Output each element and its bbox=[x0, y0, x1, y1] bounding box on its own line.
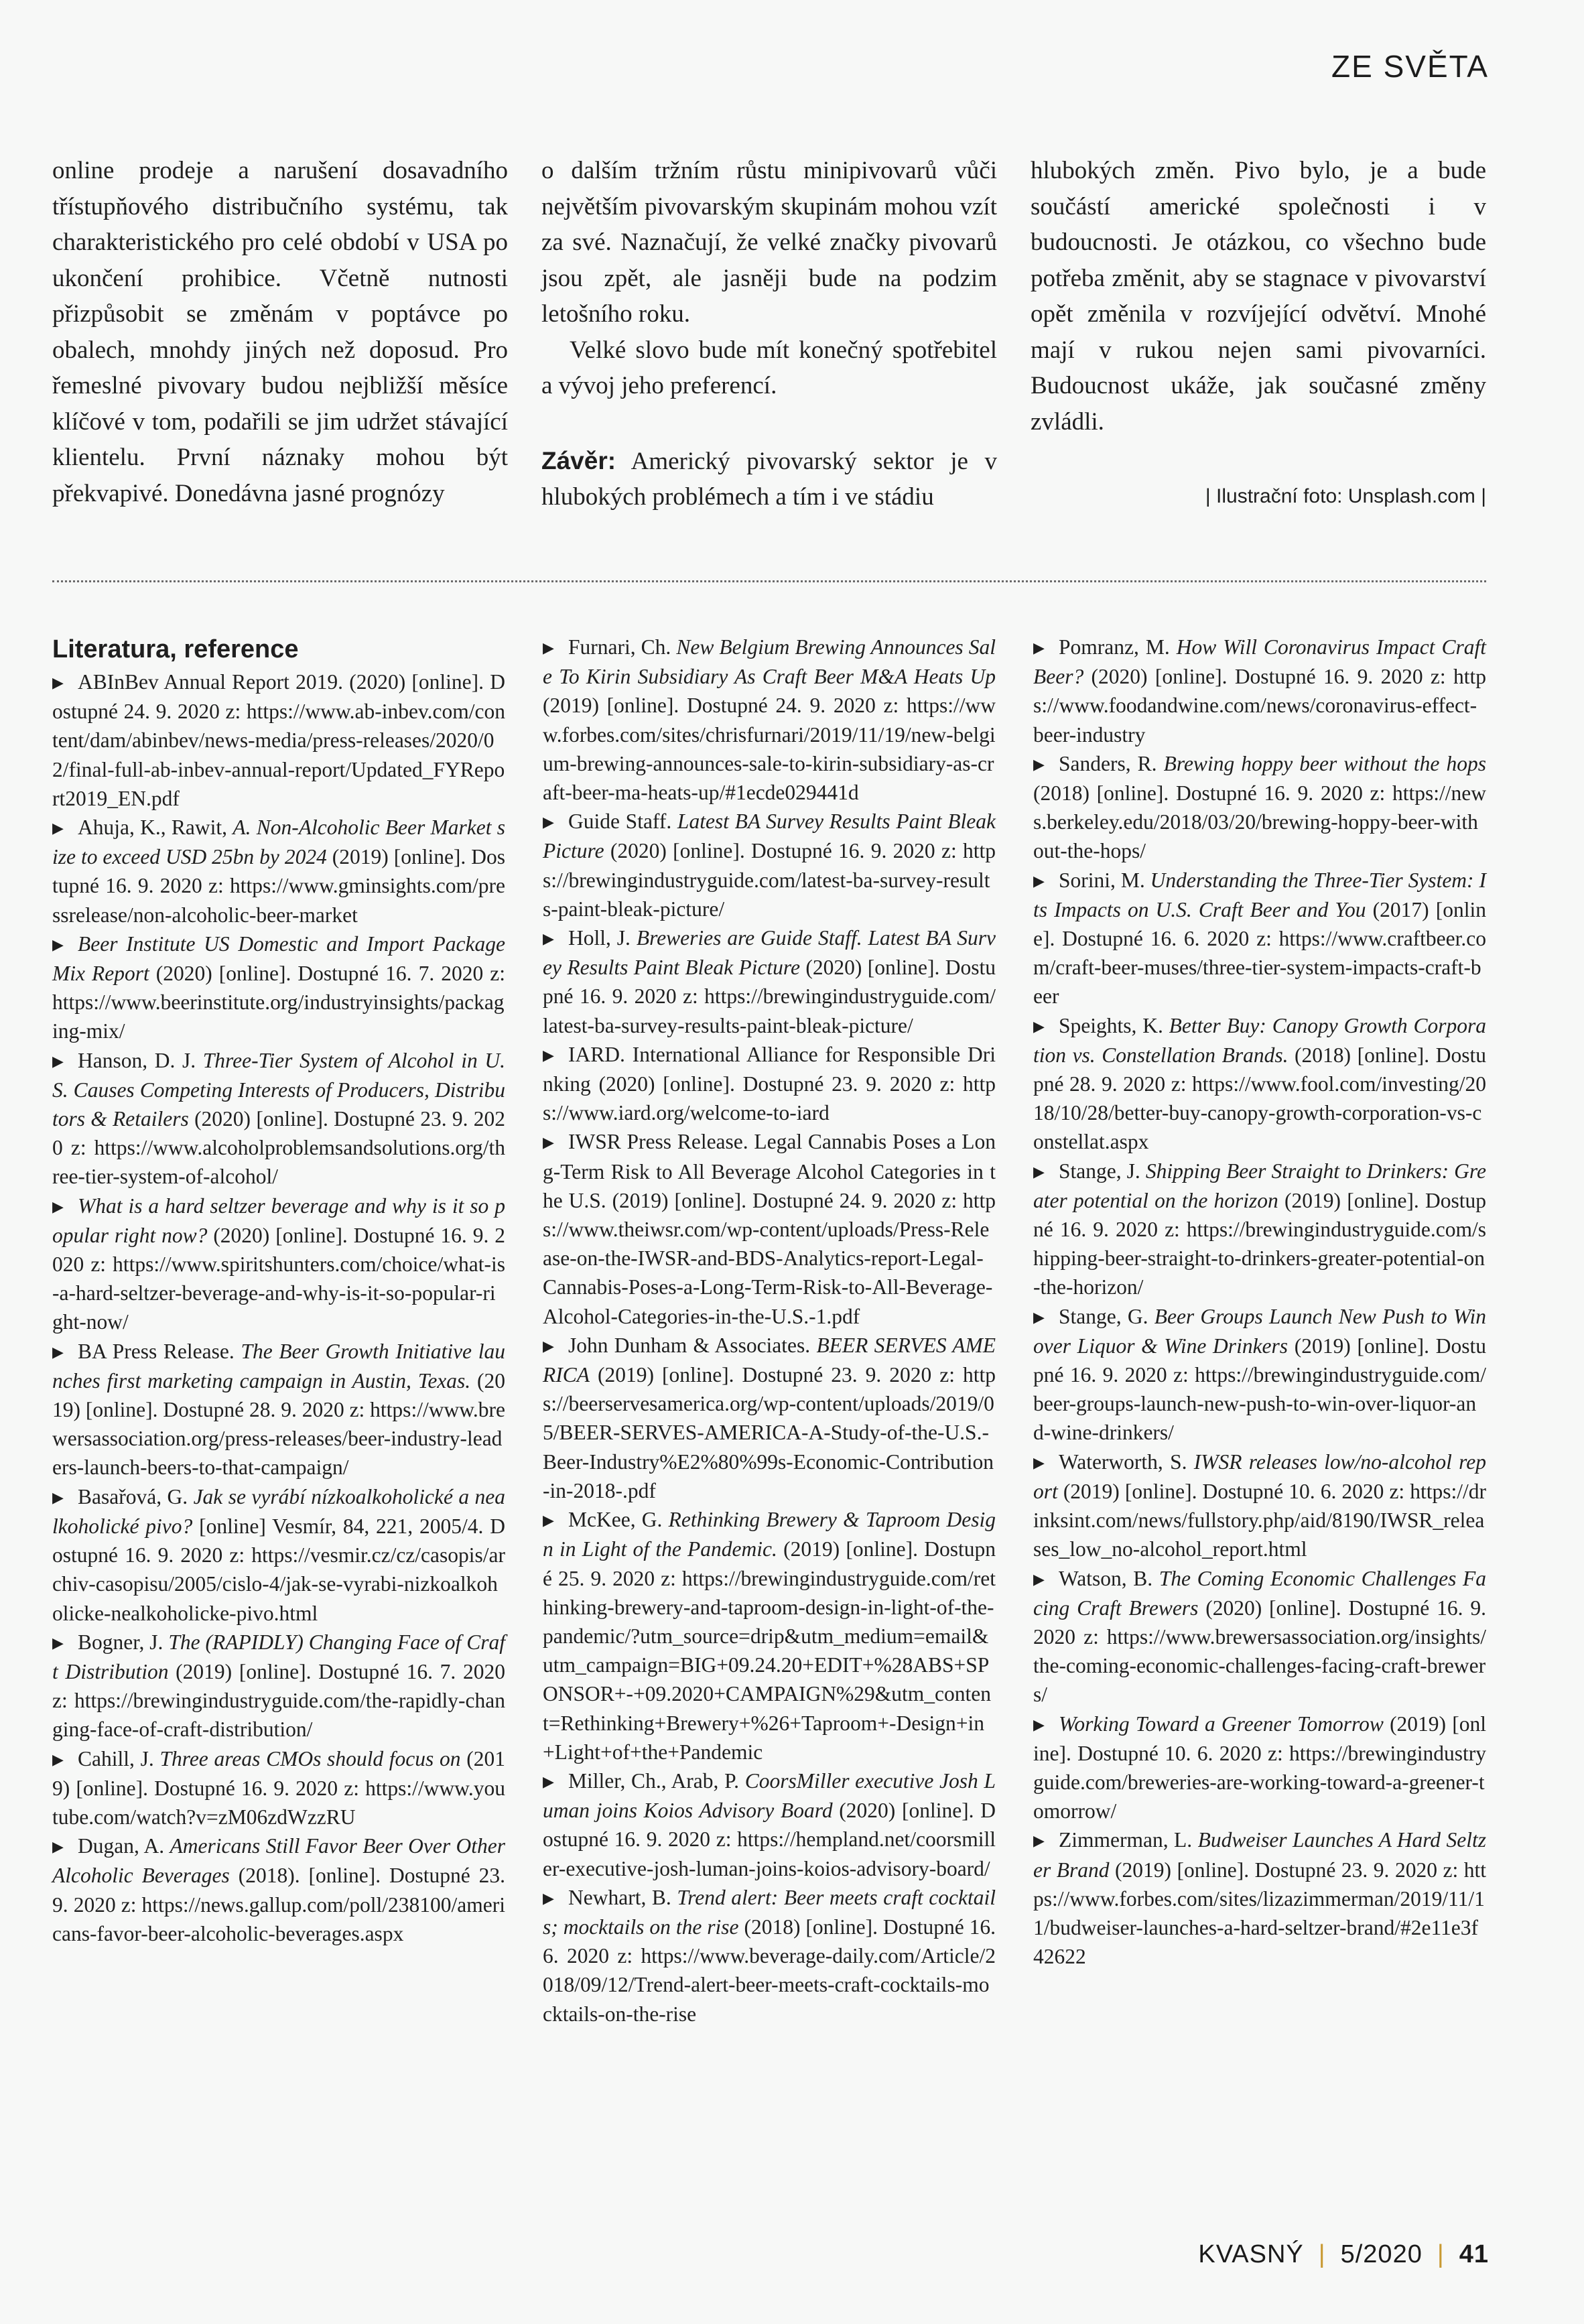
reference-item bbox=[543, 1766, 996, 1883]
reference-item bbox=[543, 1883, 996, 2028]
bullet-triangle-icon: ▶ bbox=[52, 1634, 64, 1651]
reference-author: Stange, J. bbox=[1059, 1159, 1146, 1183]
reference-author: Watson, B. bbox=[1059, 1566, 1159, 1590]
section-tag: ZE SVĚTA bbox=[1331, 49, 1489, 84]
bullet-triangle-icon: ▶ bbox=[543, 1134, 554, 1151]
bullet-triangle-icon: ▶ bbox=[52, 1198, 64, 1215]
reference-title: Beer Groups Launch New Push to Win over Liquor & Wine Drinkers bbox=[1033, 1304, 1486, 1358]
reference-title: IWSR releases low/no-alcohol report bbox=[1033, 1449, 1486, 1503]
reference-item bbox=[543, 1331, 996, 1505]
bullet-triangle-icon: ▶ bbox=[1033, 872, 1045, 889]
reference-title: A. Non-Alcoholic Beer Market size to exceed USD 25bn by 2024 bbox=[52, 816, 505, 869]
bullet-triangle-icon: ▶ bbox=[52, 820, 64, 837]
reference-item bbox=[543, 1040, 996, 1128]
reference-author: Waterworth, S. bbox=[1059, 1449, 1194, 1474]
reference-title: Understanding the Three-Tier System: Its Impacts on U.S. Craft Beer and You bbox=[1033, 868, 1486, 921]
reference-author: Furnari, Ch. bbox=[568, 635, 677, 659]
reference-title: What is a hard seltzer beverage and why is it so popular right now? bbox=[52, 1193, 505, 1247]
bullet-triangle-icon: ▶ bbox=[543, 814, 554, 831]
article-column-1 bbox=[52, 153, 508, 511]
reference-rest: (2019) [online]. Dostupné 23. 9. 2020 z: https://beerservesamerica.org/wp-content/uploads/2019/05/BEER-SERVES-AMERICA-A-Study-of-the-U.S.-Beer-Industry%E2%80%99s-Economic-Contribution-in-2018-.pdf bbox=[543, 1363, 996, 1502]
reference-item bbox=[1033, 1709, 1486, 1826]
article-column-3 bbox=[1031, 153, 1486, 515]
reference-title: Beer Institute US Domestic and Import Package Mix Report bbox=[52, 931, 505, 986]
reference-author: Sanders, R. bbox=[1059, 751, 1164, 775]
reference-title: Brewing hoppy beer without the hops bbox=[1163, 751, 1486, 775]
article-paragraph: online prodeje a narušení dosavadního třístupňového distribučního systému, tak charakteristického pro celé období v USA po ukončení prohibice. Včetně nutnosti přizpůsobit se změnám v poptávce po obalech, mnohdy jiných než doposud. Pro řemeslné pivovary budou nejbližší měsíce klíčové v tom, podařili se jim udržet stávající klientelu. První náznaky mohou být překvapivé. Donedávna jasné prognózy bbox=[52, 157, 508, 507]
reference-title: Americans Still Favor Beer Over Other Alcoholic Beverages bbox=[52, 1834, 505, 1888]
reference-rest: (2020) [online]. Dostupné 16. 9. 2020 z: https://www.brewersassociation.org/insights/the-coming-economic-challenges-facing-craft-brewers/ bbox=[1033, 1596, 1487, 1707]
reference-item bbox=[1033, 749, 1486, 866]
conclusion-text: Americký pivovarský sektor je v hlubokých problémech a tím i ve stádiu bbox=[541, 447, 997, 511]
reference-rest: (2020) [online]. Dostupné 23. 9. 2020 z: https://www.alcoholproblemsandsolutions.org/three-tier-system-of-alcohol/ bbox=[52, 1107, 505, 1189]
reference-title: BEER SERVES AMERICA bbox=[543, 1333, 996, 1387]
reference-item bbox=[1033, 1447, 1486, 1564]
reference-item bbox=[543, 1505, 996, 1766]
reference-author: John Dunham & Associates. bbox=[568, 1333, 817, 1357]
reference-item bbox=[543, 923, 996, 1040]
issue-number: 5/2020 bbox=[1340, 2240, 1423, 2268]
reference-item bbox=[1033, 633, 1486, 749]
reference-title: Shipping Beer Straight to Drinkers: Greater potential on the horizon bbox=[1033, 1159, 1487, 1212]
reference-item bbox=[52, 929, 505, 1046]
bullet-triangle-icon: ▶ bbox=[543, 1772, 554, 1790]
reference-rest: (2019) [online]. Dostupné 10. 6. 2020 z: https://drinksint.com/news/fullstory.php/aid/8190/IWSR_releases_low_no-alcohol_report.html bbox=[1033, 1479, 1486, 1561]
reference-author: ABInBev Annual Report 2019. (2020) [online]. Dostupné 24. 9. 2020 z: https://www.ab-inbev.com/content/dam/abinbev/news-media/press-releases/2020/02/final-full-ab-inbev-annual-report/Updated_FYReport2019_EN.pdf bbox=[52, 670, 505, 810]
bullet-triangle-icon: ▶ bbox=[52, 674, 64, 691]
references-column-3 bbox=[1033, 633, 1486, 1971]
reference-rest: [online] Vesmír, 84, 221, 2005/4. Dostupné 16. 9. 2020 z: https://vesmir.cz/cz/casopis/archiv-casopisu/2005/cislo-4/jak-se-vyrabi-nizkoalkoholicke-nealkoholicke-pivo.html bbox=[52, 1514, 505, 1625]
reference-item bbox=[52, 1337, 505, 1482]
reference-author: Holl, J. bbox=[568, 926, 637, 950]
reference-author: Pomranz, M. bbox=[1059, 635, 1177, 659]
reference-title: The (RAPIDLY) Changing Face of Craft Distribution bbox=[52, 1630, 506, 1683]
bullet-triangle-icon: ▶ bbox=[543, 1046, 554, 1063]
reference-rest: (2019) [online]. Dostupné 16. 7. 2020 z: https://brewingindustryguide.com/the-rapidly-changing-face-of-craft-distribution/ bbox=[52, 1659, 505, 1742]
reference-title: Better Buy: Canopy Growth Corporation vs. Constellation Brands. bbox=[1033, 1013, 1486, 1067]
reference-rest: (2019) [online]. Dostupné 25. 9. 2020 z: https://brewingindustryguide.com/rethinking-brewery-and-taproom-design-in-light-of-the-pandemic/?utm_source=drip&utm_medium=email&utm_campaign=BIG+09.24.20+EDIT+%28ABS+SPONSOR+-+09.2020+CAMPAIGN%29&utm_content=Rethinking+Brewery+%26+Taproom+-Design+in+Light+of+the+Pandemic bbox=[543, 1537, 996, 1764]
reference-author: Stange, G. bbox=[1059, 1304, 1154, 1328]
reference-item bbox=[543, 807, 996, 923]
article-body bbox=[52, 153, 1486, 511]
reference-title: Trend alert: Beer meets craft cocktails; mocktails on the rise bbox=[543, 1885, 996, 1939]
reference-title: How Will Coronavirus Impact Craft Beer? bbox=[1033, 635, 1486, 689]
reference-rest: (2019) [online]. Dostupné 16. 9. 2020 z: https://www.youtube.com/watch?v=zM06zdWzzRU bbox=[52, 1746, 505, 1829]
reference-author: Sorini, M. bbox=[1059, 868, 1150, 892]
reference-rest: (2019) [online]. Dostupné 28. 9. 2020 z: https://www.brewersassociation.org/press-releases/beer-industry-leaders-launch-beers-to-that-campaign/ bbox=[52, 1368, 506, 1480]
reference-rest: (2018) [online]. Dostupné 16. 9. 2020 z: https://news.berkeley.edu/2018/03/20/brewing-hoppy-beer-without-the-hops/ bbox=[1033, 781, 1486, 863]
reference-item bbox=[1033, 1011, 1486, 1157]
page-number: 41 bbox=[1459, 2240, 1489, 2268]
reference-item bbox=[52, 1628, 505, 1744]
reference-rest: (2018) [online]. Dostupné 16. 6. 2020 z: https://www.beverage-daily.com/Article/2018/09/12/Trend-alert-beer-meets-craft-cocktails-mocktails-on-the-rise bbox=[543, 1915, 996, 2026]
reference-author: IARD. International Alliance for Responsible Drinking (2020) [online]. Dostupné 23. 9. 2020 z: https://www.iard.org/welcome-to-iard bbox=[543, 1042, 996, 1125]
reference-rest: (2019) [online]. Dostupné 16. 9. 2020 z: https://brewingindustryguide.com/shipping-beer-straight-to-drinkers-greater-potential-on-the-horizon/ bbox=[1033, 1188, 1487, 1299]
article-column-2 bbox=[541, 153, 997, 515]
reference-item bbox=[52, 813, 505, 929]
reference-title: Rethinking Brewery & Taproom Design in Light of the Pandemic. bbox=[543, 1508, 996, 1561]
reference-author: BA Press Release. bbox=[78, 1339, 241, 1363]
reference-rest: (2020) [online]. Dostupné 16. 9. 2020 z: https://www.foodandwine.com/news/coronavirus-effect-beer-industry bbox=[1033, 665, 1486, 747]
bullet-triangle-icon: ▶ bbox=[1033, 1308, 1045, 1326]
bullet-triangle-icon: ▶ bbox=[543, 1889, 554, 1907]
reference-item bbox=[1033, 1825, 1486, 1971]
reference-item bbox=[1033, 1302, 1486, 1447]
reference-title: The Beer Growth Initiative launches first marketing campaign in Austin, Texas. bbox=[52, 1339, 505, 1393]
reference-item bbox=[543, 1127, 996, 1330]
reference-item bbox=[52, 1482, 505, 1628]
references-section bbox=[52, 633, 1486, 2194]
reference-author: IWSR Press Release. Legal Cannabis Poses a Long-Term Risk to All Beverage Alcohol Categories in the U.S. (2019) [online]. Dostupné 24. 9. 2020 z: https://www.theiwsr.com/wp-content/uploads/Press-Release-on-the-IWSR-and-BDS-Analytics-report-Legal-Cannabis-Poses-a-Long-Term-Risk-to-All-Beverage-Alcohol-Categories-in-the-U.S.-1.pdf bbox=[543, 1130, 996, 1328]
reference-author: Ahuja, K., Rawit, bbox=[78, 816, 233, 840]
page-footer bbox=[1198, 2240, 1489, 2269]
reference-title: Budweiser Launches A Hard Seltzer Brand bbox=[1033, 1828, 1486, 1882]
dotted-divider bbox=[52, 580, 1486, 582]
reference-item bbox=[52, 667, 505, 813]
reference-rest: (2017) [online]. Dostupné 16. 6. 2020 z: https://www.craftbeer.com/craft-beer-muses/three-tier-system-impacts-craft-beer bbox=[1033, 897, 1486, 1009]
reference-title: Breweries are Guide Staff. Latest BA Survey Results Paint Bleak Picture bbox=[543, 926, 996, 980]
reference-author: Zimmerman, L. bbox=[1059, 1828, 1198, 1852]
reference-item bbox=[1033, 1564, 1486, 1709]
bullet-triangle-icon: ▶ bbox=[1033, 1454, 1045, 1471]
photo-credit: | Ilustrační foto: Unsplash.com | bbox=[1205, 485, 1486, 507]
bullet-triangle-icon: ▶ bbox=[1033, 1716, 1045, 1733]
conclusion-paragraph bbox=[541, 443, 997, 515]
reference-title: CoorsMiller executive Josh Luman joins Koios Advisory Board bbox=[543, 1768, 996, 1823]
reference-author: Dugan, A. bbox=[78, 1834, 170, 1858]
article-paragraph: hlubokých změn. Pivo bylo, je a bude součástí americké společnosti i v budoucnosti. Je otázkou, co všechno bude potřeba změnit, aby se stagnace v pivovarství opět změnila v rozvíjející odvětví. Mnohé mají v rukou nejen sami pivovarníci. Budoucnost ukáže, jak současné změny zvládli. bbox=[1031, 157, 1486, 436]
reference-item bbox=[52, 1831, 505, 1948]
bullet-triangle-icon: ▶ bbox=[52, 1838, 64, 1856]
reference-author: Bogner, J. bbox=[78, 1630, 169, 1654]
reference-rest: (2019) [online]. Dostupné 24. 9. 2020 z: https://www.forbes.com/sites/chrisfurnari/2019/11/19/new-belgium-brewing-announces-sale-to-kirin-subsidiary-as-craft-beer-ma-heats-up/#1ecde029441d bbox=[543, 694, 996, 805]
bullet-triangle-icon: ▶ bbox=[1033, 1570, 1045, 1588]
reference-author: Hanson, D. J. bbox=[78, 1048, 203, 1072]
reference-item bbox=[1033, 1157, 1486, 1302]
reference-item bbox=[543, 633, 996, 807]
article-paragraph: o dalším tržním růstu minipivovarů vůči největším pivovarským skupinám mohou vzít za své. Naznačují, že velké značky pivovarů jsou zpět, ale jasněji bude na podzim letošního roku. bbox=[541, 157, 997, 328]
reference-rest: (2020) [online]. Dostupné 16. 9. 2020 z: https://www.spiritshunters.com/choice/what-is-a-hard-seltzer-beverage-and-why-is-it-so-popular-right-now/ bbox=[52, 1223, 505, 1334]
bullet-triangle-icon: ▶ bbox=[543, 1512, 554, 1529]
reference-rest: (2019) [online]. Dostupné 23. 9. 2020 z: https://www.forbes.com/sites/lizazimmerman/2019/11/11/budweiser-launches-a-hard-seltzer-brand/#2e11e3f42622 bbox=[1033, 1858, 1486, 1969]
reference-item bbox=[52, 1744, 505, 1832]
bullet-triangle-icon: ▶ bbox=[543, 639, 554, 656]
footer-separator: | bbox=[1318, 2240, 1326, 2268]
reference-title: The Coming Economic Challenges Facing Craft Brewers bbox=[1033, 1566, 1486, 1620]
reference-item bbox=[52, 1046, 505, 1191]
bullet-triangle-icon: ▶ bbox=[52, 935, 64, 953]
conclusion-label: Závěr: bbox=[541, 446, 616, 474]
bullet-triangle-icon: ▶ bbox=[1033, 755, 1045, 773]
bullet-triangle-icon: ▶ bbox=[52, 1488, 64, 1506]
bullet-triangle-icon: ▶ bbox=[543, 1337, 554, 1354]
reference-rest: (2020) [online]. Dostupné 16. 9. 2020 z: https://hempland.net/coorsmiller-executive-josh-luman-joins-koios-advisory-board/ bbox=[543, 1799, 996, 1880]
reference-author: McKee, G. bbox=[568, 1508, 669, 1532]
references-column-2 bbox=[543, 633, 996, 2028]
reference-item bbox=[1033, 866, 1486, 1011]
reference-author: Guide Staff. bbox=[568, 810, 677, 834]
reference-title: Jak se vyrábí nízkoalkoholické a nealkoholické pivo? bbox=[52, 1484, 506, 1538]
reference-rest: (2019) [online]. Dostupné 16. 9. 2020 z: https://brewingindustryguide.com/beer-groups-launch-new-push-to-win-over-liquor-and-wine-drinkers/ bbox=[1033, 1334, 1486, 1445]
bullet-triangle-icon: ▶ bbox=[1033, 1017, 1045, 1035]
reference-rest: (2019) [online]. Dostupné 10. 6. 2020 z: https://brewingindustryguide.com/breweries-are-working-toward-a-greener-tomorrow/ bbox=[1033, 1712, 1486, 1823]
bullet-triangle-icon: ▶ bbox=[1033, 639, 1045, 656]
reference-rest: (2018). [online]. Dostupné 23. 9. 2020 z: https://news.gallup.com/poll/238100/americans-favor-beer-alcoholic-beverages.aspx bbox=[52, 1864, 505, 1945]
references-heading: Literatura, reference bbox=[52, 635, 299, 663]
reference-author: Miller, Ch., Arab, P. bbox=[568, 1768, 745, 1793]
reference-author: Basařová, G. bbox=[78, 1484, 194, 1508]
reference-rest: (2020) [online]. Dostupné 16. 9. 2020 z: https://brewingindustryguide.com/latest-ba-survey-results-paint-bleak-picture/ bbox=[543, 956, 996, 1037]
article-paragraph: Velké slovo bude mít konečný spotřebitel a vývoj jeho preferencí. bbox=[541, 336, 997, 399]
reference-rest: (2019) [online]. Dostupné 16. 9. 2020 z: https://www.gminsights.com/pressrelease/non-alcoholic-beer-market bbox=[52, 845, 505, 927]
bullet-triangle-icon: ▶ bbox=[1033, 1163, 1045, 1180]
reference-title: Working Toward a Greener Tomorrow bbox=[1059, 1712, 1384, 1736]
bullet-triangle-icon: ▶ bbox=[543, 930, 554, 948]
references-column-1 bbox=[52, 633, 505, 1948]
bullet-triangle-icon: ▶ bbox=[52, 1750, 64, 1768]
bullet-triangle-icon: ▶ bbox=[52, 1343, 64, 1360]
reference-author: Speights, K. bbox=[1059, 1013, 1169, 1037]
reference-rest: (2020) [online]. Dostupné 16. 7. 2020 z: https://www.beerinstitute.org/industryinsights/packaging-mix/ bbox=[52, 962, 505, 1043]
reference-title: Latest BA Survey Results Paint Bleak Picture bbox=[543, 810, 996, 863]
reference-title: New Belgium Brewing Announces Sale To Kirin Subsidiary As Craft Beer M&A Heats Up bbox=[543, 635, 996, 689]
magazine-name: KVASNÝ bbox=[1198, 2240, 1304, 2268]
bullet-triangle-icon: ▶ bbox=[1033, 1832, 1045, 1850]
reference-item bbox=[52, 1191, 505, 1337]
reference-author: Newhart, B. bbox=[568, 1885, 677, 1909]
reference-rest: (2020) [online]. Dostupné 16. 9. 2020 z: https://brewingindustryguide.com/latest-ba-survey-results-paint-bleak-picture/ bbox=[543, 839, 996, 921]
reference-title: Three-Tier System of Alcohol in U.S. Causes Competing Interests of Producers, Distributors & Retailers bbox=[52, 1048, 505, 1131]
footer-separator: | bbox=[1437, 2240, 1445, 2268]
reference-author: Cahill, J. bbox=[78, 1746, 160, 1770]
reference-title: Three areas CMOs should focus on bbox=[159, 1746, 461, 1770]
bullet-triangle-icon: ▶ bbox=[52, 1052, 64, 1070]
reference-rest: (2018) [online]. Dostupné 28. 9. 2020 z: https://www.fool.com/investing/2018/10/28/better-buy-canopy-growth-corporation-vs-constellat.aspx bbox=[1033, 1043, 1486, 1154]
